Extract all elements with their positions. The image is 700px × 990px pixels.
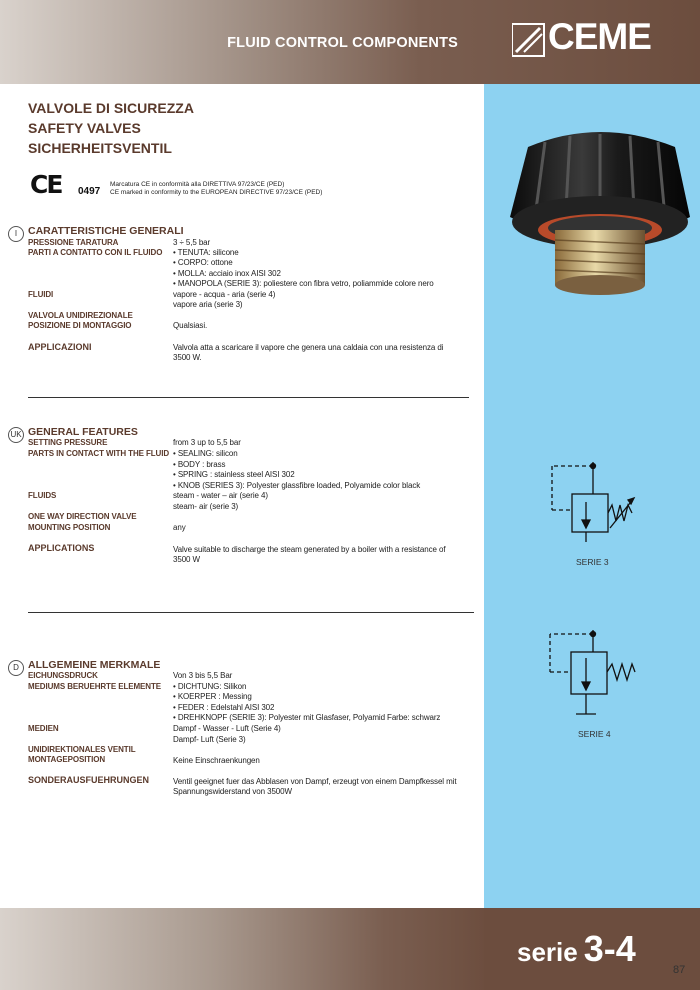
- caption-serie3: SERIE 3: [576, 557, 609, 567]
- value-pressure-uk: from 3 up to 5,5 bar: [173, 438, 241, 447]
- serie-number: 3-4: [583, 928, 636, 969]
- valve-knob-image: [500, 122, 700, 302]
- label-mounting-de: MONTAGEPOSITION: [28, 755, 106, 764]
- value-part-de: • KOERPER : Messing: [173, 692, 252, 701]
- value-part-uk: • SEALING: silicon: [173, 449, 238, 458]
- label-parts-uk: PARTS IN CONTACT WITH THE FLUID: [28, 449, 170, 458]
- label-parts-de: MEDIUMS BERUEHRTE ELEMENTE: [28, 682, 161, 691]
- value-apps-it: 3500 W.: [173, 353, 202, 362]
- label-fluids-uk: FLUIDS: [28, 491, 57, 500]
- ce-mark: CE: [30, 170, 62, 199]
- ce-text-it: Marcatura CE in conformità alla DIRETTIVA 97/23/CE (PED): [110, 181, 285, 188]
- label-mounting-uk: MOUNTING POSITION: [28, 523, 111, 532]
- value-apps-it: Valvola atta a scaricare il vapore che genera una caldaia con una resistenza di: [173, 343, 444, 352]
- lang-badge-de: D: [8, 660, 24, 676]
- value-apps-uk: Valve suitable to discharge the steam generated by a boiler with a resistance of: [173, 545, 446, 554]
- serie-label: [517, 928, 636, 970]
- label-oneway-uk: ONE WAY DIRECTION VALVE: [28, 512, 137, 521]
- value-apps-de: Spannungswiderstand von 3500W: [173, 787, 292, 796]
- section-title-it: CARATTERISTICHE GENERALI: [28, 225, 184, 237]
- label-oneway-it: VALVOLA UNIDIREZIONALE: [28, 311, 133, 320]
- header-title: FLUID CONTROL COMPONENTS: [227, 35, 458, 51]
- value-part-it: • TENUTA: silicone: [173, 248, 239, 257]
- serie-word: serie: [517, 937, 578, 967]
- value-mounting-uk: any: [173, 523, 186, 532]
- value-fluid-de: Dampf - Wasser - Luft (Serie 4): [173, 724, 281, 733]
- label-apps-de: SONDERAUSFUEHRUNGEN: [28, 775, 150, 785]
- valve-symbol-serie4-icon: [540, 630, 640, 720]
- label-mounting-it: POSIZIONE DI MONTAGGIO: [28, 321, 132, 330]
- value-fluid-uk: steam - water – air (serie 4): [173, 491, 268, 500]
- valve-symbol-serie3-icon: [540, 462, 640, 542]
- label-apps-it: APPLICAZIONI: [28, 342, 92, 352]
- value-mounting-it: Qualsiasi.: [173, 321, 208, 330]
- label-pressure-it: PRESSIONE TARATURA: [28, 238, 119, 247]
- value-fluid-uk: steam- air (serie 3): [173, 502, 239, 511]
- value-part-it: • CORPO: ottone: [173, 258, 233, 267]
- divider: [28, 397, 469, 398]
- label-apps-uk: APPLICATIONS: [28, 543, 95, 553]
- section-title-uk: GENERAL FEATURES: [28, 426, 138, 438]
- value-part-de: • FEDER : Edelstahl AISI 302: [173, 703, 275, 712]
- value-part-it: • MOLLA: acciaio inox AISI 302: [173, 269, 281, 278]
- value-part-de: • DREHKNOPF (SERIE 3): Polyester mit Glasfaser, Polyamid Farbe: schwarz: [173, 713, 441, 722]
- label-fluids-de: MEDIEN: [28, 724, 59, 733]
- label-pressure-de: EICHUNGSDRUCK: [28, 671, 98, 680]
- ce-number: 0497: [78, 186, 101, 197]
- value-apps-uk: 3500 W: [173, 555, 200, 564]
- section-title-de: ALLGEMEINE MERKMALE: [28, 659, 161, 671]
- value-apps-de: Ventil geeignet fuer das Abblasen von Dampf, erzeugt von einem Dampfkessel mit: [173, 777, 457, 786]
- value-mounting-de: Keine Einschraenkungen: [173, 756, 260, 765]
- title-de: SICHERHEITSVENTIL: [28, 140, 172, 156]
- label-pressure-uk: SETTING PRESSURE: [28, 438, 108, 447]
- value-part-it: • MANOPOLA (SERIE 3): poliestere con fibra vetro, poliammide colore nero: [173, 279, 434, 288]
- ce-text-en: CE marked in conformity to the EUROPEAN DIRECTIVE 97/23/CE (PED): [110, 189, 323, 196]
- title-it: VALVOLE DI SICUREZZA: [28, 100, 194, 116]
- value-pressure-de: Von 3 bis 5,5 Bar: [173, 671, 233, 680]
- value-fluid-it: vapore - acqua - aria (serie 4): [173, 290, 276, 299]
- lang-badge-it: I: [8, 226, 24, 242]
- label-fluids-it: FLUIDI: [28, 290, 54, 299]
- label-oneway-de: UNIDIREKTIONALES VENTIL: [28, 745, 136, 754]
- page-number: 87: [673, 964, 686, 976]
- lang-badge-uk: UK: [8, 427, 24, 443]
- value-fluid-it: vapore aria (serie 3): [173, 300, 243, 309]
- value-fluid-de: Dampf- Luft (Serie 3): [173, 735, 246, 744]
- value-part-uk: • SPRING : stainless steel AISI 302: [173, 470, 295, 479]
- divider: [28, 612, 474, 613]
- value-part-uk: • BODY : brass: [173, 460, 226, 469]
- caption-serie4: SERIE 4: [578, 729, 611, 739]
- value-pressure-it: 3 ÷ 5,5 bar: [173, 238, 211, 247]
- logo-text: CEME: [548, 16, 651, 57]
- title-en: SAFETY VALVES: [28, 120, 141, 136]
- value-part-uk: • KNOB (SERIES 3): Polyester glassfibre loaded, Polyamide color black: [173, 481, 421, 490]
- label-parts-it: PARTI A CONTATTO CON IL FLUIDO: [28, 248, 163, 257]
- value-part-de: • DICHTUNG: Silikon: [173, 682, 247, 691]
